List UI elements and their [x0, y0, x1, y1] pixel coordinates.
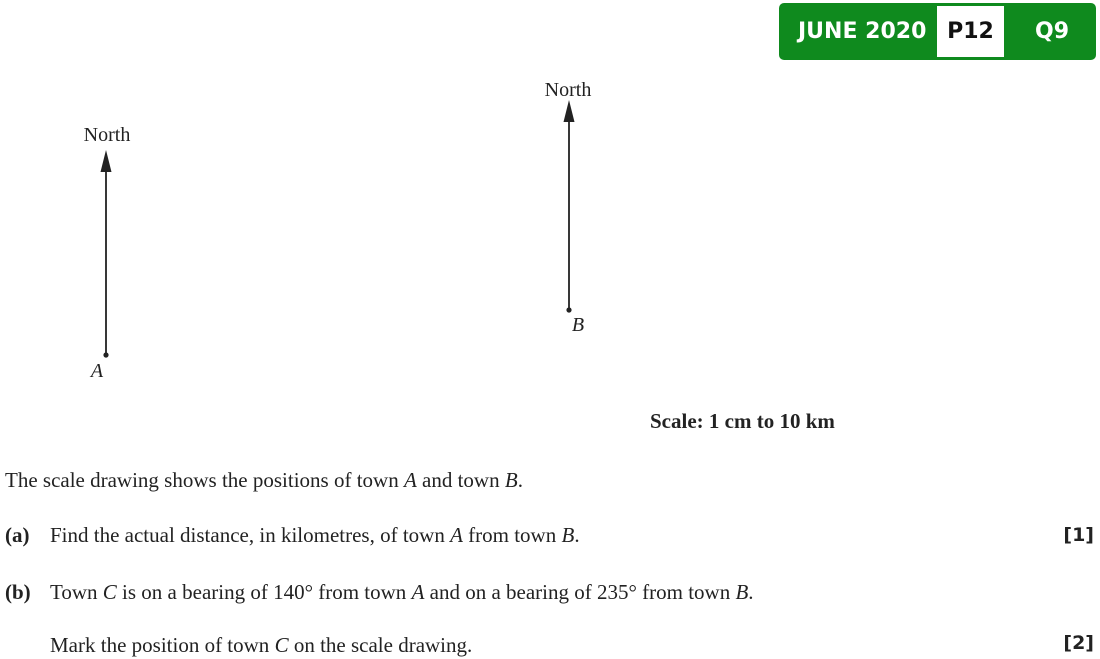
part-a-town-a: A	[450, 523, 463, 547]
part-b-instruction-town-c: C	[274, 633, 289, 657]
town-b-point	[566, 307, 571, 312]
part-b-town-c: C	[102, 580, 117, 604]
part-b-town-b: B	[735, 580, 749, 604]
intro-town-b: B	[504, 468, 518, 492]
part-a-text-mid: from town	[462, 523, 562, 547]
town-b-north-arrow	[564, 100, 575, 310]
town-a-north-arrow	[101, 150, 112, 355]
intro-text-mid: and town	[416, 468, 505, 492]
part-b-question	[5, 580, 754, 605]
part-b-text-4: .	[748, 580, 754, 604]
part-b-text: Town	[50, 580, 103, 604]
part-b-instruction-text: Mark the position of town	[50, 633, 275, 657]
part-a-question	[5, 523, 580, 548]
part-a-text: Find the actual distance, in kilometres, of town	[50, 523, 451, 547]
part-b-instruction-text-end: on the scale drawing.	[288, 633, 473, 657]
scale-caption	[650, 409, 835, 434]
part-a-label: (a)	[5, 523, 30, 547]
scale-value: 1 cm to 10 km	[708, 409, 835, 433]
paper-number-label: P12	[937, 6, 1004, 57]
intro-text-end: .	[517, 468, 523, 492]
part-b-text-2: is on a bearing of 140° from town	[116, 580, 412, 604]
part-b-instruction	[50, 633, 472, 658]
part-b-town-a: A	[411, 580, 425, 604]
part-b-text-3: and on a bearing of 235° from town	[424, 580, 736, 604]
part-b-label: (b)	[5, 580, 31, 604]
scale-prefix: Scale:	[650, 409, 709, 433]
intro-town-a: A	[403, 468, 417, 492]
question-intro	[5, 468, 523, 493]
part-b-marks: [2]	[1063, 632, 1094, 654]
part-a-town-b: B	[561, 523, 575, 547]
town-a-point	[103, 352, 108, 357]
town-a-label: A	[90, 360, 104, 382]
question-number-label: Q9	[1035, 19, 1070, 44]
exam-session-label: JUNE 2020	[798, 19, 927, 44]
town-a-north-label: North	[83, 124, 131, 146]
intro-text: The scale drawing shows the positions of town	[5, 468, 404, 492]
town-b-label: B	[571, 314, 585, 336]
part-a-marks: [1]	[1063, 524, 1094, 546]
town-b-north-label: North	[544, 79, 592, 101]
part-a-text-end: .	[574, 523, 580, 547]
